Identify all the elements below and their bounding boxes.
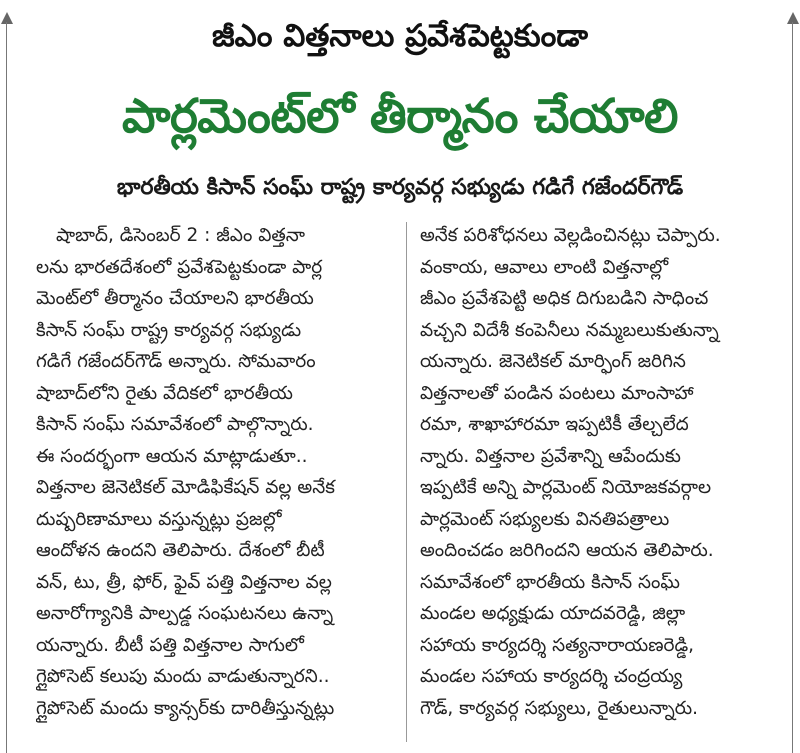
body-text-line: సమావేశంలో భారతీయ కిసాన్ సంఘ్ <box>420 571 680 593</box>
body-text-line: విత్తనాల జెనెటికల్ మోడిఫికేషన్ వల్ల అనేక <box>36 477 335 498</box>
body-text-line: గౌడ్, కార్యవర్గ సభ్యులు, రైతులున్నారు. <box>420 697 698 719</box>
body-text-line: జీఎం ప్రవేశపెట్టి అధిక దిగుబడిని సాధించ <box>420 288 709 309</box>
article-body-right-column <box>420 220 770 724</box>
body-text-line: షాబాద్, డిసెంబర్ 2 : జీఎం విత్తనా <box>56 225 305 246</box>
article-kicker: జీఎం విత్తనాలు ప్రవేశపెట్టకుండా <box>212 18 588 54</box>
body-text-line: వచ్చని విదేశీ కంపెనీలు నమ్మబలుకుతున్నా <box>420 319 719 341</box>
body-text-line: రమా, శాఖాహారమా ఇప్పటికీ తేల్చలేద <box>420 414 689 435</box>
article-subhead: భారతీయ కిసాన్ సంఘ్ రాష్ట్ర కార్యవర్గ సభ్యుడు గడిగే గజేందర్‌గౌడ్ <box>116 175 684 200</box>
right-edge-up-arrow-icon <box>786 0 800 753</box>
body-text-line: పార్లమెంట్ సభ్యులకు వినతిపత్రాలు <box>420 508 670 530</box>
body-text-line: న్నారు. విత్తనాల ప్రవేశాన్ని ఆపేందుకు <box>420 445 681 467</box>
body-text-line: లను భారతదేశంలో ప్రవేశపెట్టకుండా పార్ల <box>36 256 323 278</box>
body-text-line: ఆందోళన ఉందని తెలిపారు. దేశంలో బీటీ <box>36 540 325 561</box>
body-text-line: గడిగే గజేందర్‌గౌడ్ అన్నారు. సోమవారం <box>36 351 316 372</box>
left-edge-up-arrow-icon <box>0 0 14 753</box>
body-text-line: కిసాన్ సంఘ్ రాష్ట్ర కార్యవర్గ సభ్యుడు <box>36 319 302 341</box>
body-text-line: షాబాద్‌లోని రైతు వేదికలో భారతీయ <box>36 382 293 404</box>
body-text-line: కిసాన్ సంఘ్ సమావేశంలో పాల్గొన్నారు. <box>36 414 314 435</box>
body-text-line: అనారోగ్యానికి పాల్పడ్డ సంఘటనలు ఉన్నా <box>36 603 334 624</box>
body-text-line: గ్లైపోసెట్ మందు క్యాన్సర్‌కు దారితీస్తున్నట్లు <box>36 697 335 719</box>
body-text-line: విత్తనాలతో పండిన పంటలు మాంసాహా <box>420 382 694 404</box>
article-body-left-column <box>36 220 386 724</box>
news-article <box>22 0 778 753</box>
body-text-line: ఇప్పటికే అన్ని పార్లమెంట్ నియోజకవర్గాల <box>420 477 712 498</box>
body-text-line: సహాయ కార్యదర్శి సత్యనారాయణరెడ్డి, <box>420 634 695 656</box>
body-text-line: వన్, టు, త్రీ, ఫోర్, ఫైవ్ పత్తి విత్తనాల వల్ల <box>36 571 332 593</box>
body-text-line: దుష్పరిణామాలు వస్తున్నట్లు ప్రజల్లో <box>36 508 282 530</box>
body-text-line: మండల సహాయ కార్యదర్శి చంద్రయ్య <box>420 666 683 687</box>
body-text-line: యన్నారు. జెనెటికల్ మార్ఫింగ్ జరిగిన <box>420 351 686 372</box>
body-text-line: యన్నారు. బీటీ పత్తి విత్తనాల సాగులో <box>36 634 304 656</box>
body-text-line: అనేక పరిశోధనలు వెల్లడించినట్లు చెప్పారు. <box>420 225 721 246</box>
column-divider <box>406 222 407 742</box>
body-text-line: అందించడం జరిగిందని ఆయన తెలిపారు. <box>420 540 714 561</box>
body-text-line: గ్లైపోసెట్ కలుపు మందు వాడుతున్నారని.. <box>36 666 330 687</box>
body-text-line: మండల అధ్యక్షుడు యాదవరెడ్డి, జిల్లా <box>420 603 686 624</box>
body-text-line: ఈ సందర్భంగా ఆయన మాట్లాడుతూ.. <box>36 445 308 467</box>
article-headline: పార్లమెంట్‌లో తీర్మానం చేయాలి <box>121 89 678 144</box>
body-text-line: వంకాయ, ఆవాలు లాంటి విత్తనాల్లో <box>420 256 669 278</box>
body-text-line: మెంట్‌లో తీర్మానం చేయాలని భారతీయ <box>36 288 314 309</box>
